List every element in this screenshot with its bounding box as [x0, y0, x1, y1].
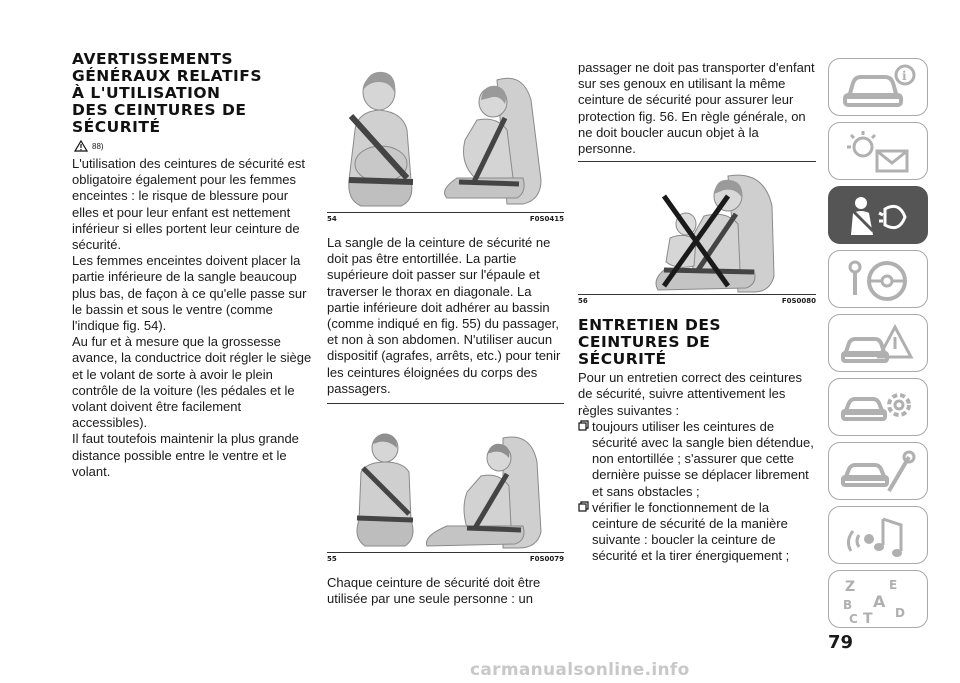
- figure-code: F0S0079: [529, 555, 564, 564]
- svg-text:D: D: [895, 606, 905, 620]
- nav-tab-car-info[interactable]: [828, 58, 928, 116]
- title-line: CEINTURES DE: [578, 333, 711, 352]
- maintenance-gear-icon: [839, 383, 919, 433]
- column-middle: [327, 0, 564, 607]
- svg-text:E: E: [889, 578, 898, 592]
- nav-tab-multimedia[interactable]: [828, 506, 928, 564]
- divider: [578, 161, 816, 162]
- warning-reference: [74, 140, 312, 152]
- page-number: 79: [828, 632, 854, 653]
- svg-text:C: C: [849, 612, 858, 625]
- divider: [327, 403, 564, 404]
- svg-text:T: T: [863, 611, 873, 625]
- technical-data-icon: [839, 447, 919, 497]
- child-on-lap-prohibited-illustration: [578, 170, 816, 294]
- warning-lights-icon: [839, 127, 919, 177]
- passenger-seatbelt-illustration: [327, 428, 564, 552]
- figure-56: [578, 170, 816, 295]
- title-line: DES CEINTURES DE: [72, 101, 247, 119]
- figure-number: 55: [327, 555, 337, 564]
- nav-tab-index[interactable]: [828, 570, 928, 628]
- nav-tab-starting-driving[interactable]: [828, 250, 928, 308]
- figure-code: F0S0415: [529, 215, 564, 223]
- figure-number: 54: [327, 215, 337, 223]
- figure-code: F0S0080: [781, 297, 816, 306]
- warning-triangle-icon: [74, 140, 88, 152]
- nav-tab-warning-lights[interactable]: [828, 122, 928, 180]
- title-line: SÉCURITÉ: [72, 118, 161, 136]
- figure-54: [327, 60, 564, 213]
- figure-number: 56: [578, 297, 588, 306]
- figure-55: [327, 428, 564, 553]
- list-item-text: vérifier le fonctionnement de la ceinture de sécurité de la manière suivante : boucler la ceinture de sécurité et la tirer énergiquement ;: [592, 499, 790, 564]
- emergency-car-icon: [839, 319, 919, 369]
- steering-wheel-key-icon: [839, 255, 919, 305]
- title-line: À L'UTILISATION: [72, 84, 221, 102]
- svg-text:A: A: [873, 592, 886, 611]
- svg-text:B: B: [843, 598, 853, 612]
- car-info-icon: [839, 63, 919, 113]
- svg-text:i: i: [902, 69, 907, 83]
- seat-safety-icon: [839, 191, 919, 241]
- column-right: [578, 0, 816, 565]
- watermark: carmanualsonline.info: [470, 660, 690, 680]
- title-line: ENTRETIEN DES: [578, 316, 722, 335]
- nav-tab-maintenance[interactable]: [828, 378, 928, 436]
- section-title-general-warnings: [72, 51, 312, 136]
- column-left: [72, 0, 312, 480]
- paragraph: Les femmes enceintes doivent placer la partie inférieure de la sangle beaucoup plus bas, de façon à ce qu'elle passe sur le bassin et sous le ventre (comme l'indique fig. 54).: [72, 253, 307, 334]
- list-item-text: toujours utiliser les ceintures de sécurité avec la sangle bien détendue, non entortillée ; s'assurer que cette dernière puisse se déplacer librement et sans obstacles ;: [592, 418, 814, 499]
- multimedia-icon: [839, 511, 919, 561]
- bullet-marker-icon: [578, 500, 592, 565]
- nav-tab-emergency[interactable]: [828, 314, 928, 372]
- svg-text:Z: Z: [845, 579, 856, 595]
- nav-tab-safety[interactable]: [828, 186, 928, 244]
- title-line: GÉNÉRAUX RELATIFS: [72, 67, 263, 85]
- paragraph: Il faut toutefois maintenir la plus grande distance possible entre le ventre et le volant.: [72, 431, 299, 479]
- paragraph: Au fur et à mesure que la grossesse avance, la conductrice doit régler le siège et le volant de sorte à avoir le plein contrôle de la voiture (les pédales et le volant doivent être facilement accessibles).: [72, 334, 312, 431]
- paragraph: Chaque ceinture de sécurité doit être utilisée par une seule personne : un: [327, 575, 541, 607]
- pregnant-woman-seatbelt-illustration: [327, 60, 564, 212]
- list-item: [578, 500, 816, 565]
- figure-55-caption: [327, 555, 564, 563]
- title-line: SÉCURITÉ: [578, 350, 667, 369]
- paragraph: L'utilisation des ceintures de sécurité est obligatoire également pour les femmes enceintes : le risque de blessure pour elles et pour leur enfant est nettement inférieur si elles portent leur ceinture de sécurité.: [72, 156, 305, 253]
- paragraph: Pour un entretien correct des ceintures de sécurité, suivre attentivement les règles suivantes :: [578, 370, 803, 418]
- figure-54-caption: [327, 215, 564, 223]
- list-item: [578, 419, 816, 500]
- nav-tab-technical-data[interactable]: [828, 442, 928, 500]
- paragraph: passager ne doit pas transporter d'enfant sur ses genoux en utilisant la même ceinture de sécurité pour assurer leur protection fig. 56. En règle générale, on ne doit boucler aucun objet à la personne.: [578, 60, 815, 157]
- index-letters-icon: [839, 575, 919, 625]
- section-title-maintenance: [578, 317, 816, 368]
- warning-ref-number: 88): [92, 141, 104, 151]
- paragraph: La sangle de la ceinture de sécurité ne doit pas être entortillée. La partie supérieure doit passer sur l'épaule et traverser le thorax en diagonale. La partie inférieure doit adhérer au bassin (comme indiqué en fig. 55) du passager, et non à son abdomen. N'utiliser aucun dispositif (agrafes, arrêts, etc.) pour tenir les ceintures éloignées du corps des passagers.: [327, 235, 561, 396]
- title-line: AVERTISSEMENTS: [72, 50, 234, 68]
- bullet-marker-icon: [578, 419, 592, 500]
- figure-56-caption: [578, 297, 816, 305]
